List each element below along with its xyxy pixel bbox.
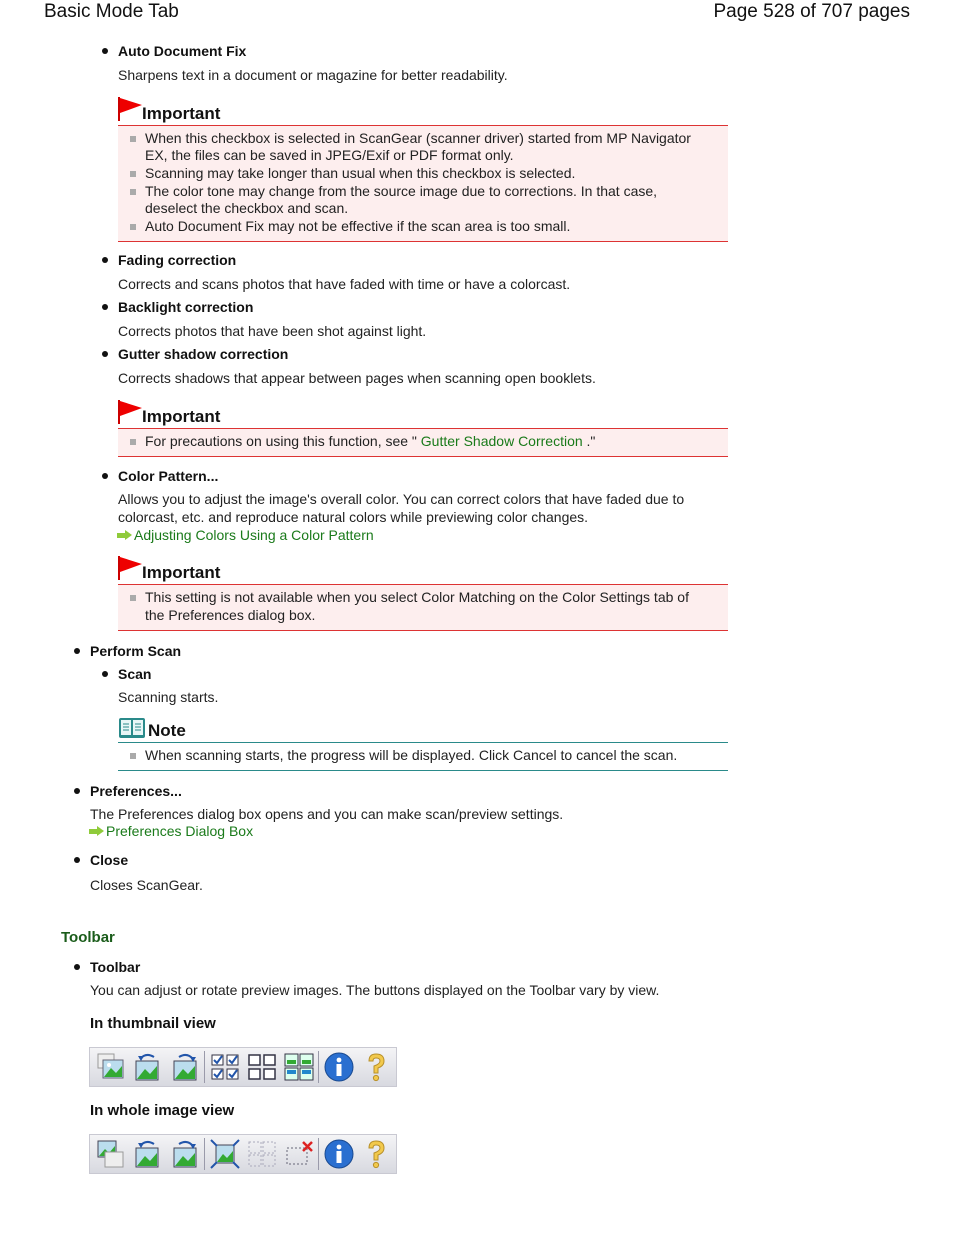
close-title: Close [90,852,129,868]
list-item: Auto Document Fix may not be effective if the scan area is too small. [145,218,571,234]
page-counter: Page 528 of 707 pages [713,1,910,22]
important-box-gutter [118,428,728,457]
preferences-title: Preferences... [90,783,182,799]
list-item [145,433,595,451]
important-flag-icon [118,556,142,580]
arrow-right-icon [89,826,104,836]
auto-doc-fix-desc: Sharpens text in a document or magazine for better readability. [118,67,508,83]
toolbar-separator [318,1051,319,1083]
important-flag-icon [118,400,142,424]
color-pattern-link-text: Adjusting Colors Using a Color Pattern [134,527,374,543]
fading-correction-desc: Corrects and scans photos that have faded with time or have a colorcast. [118,276,571,292]
help-icon[interactable] [357,1136,394,1172]
color-pattern-desc-2: colorcast, etc. and reproduce natural colors while previewing color changes. [118,509,589,525]
list-item: This setting is not available when you select Color Matching on the Color Settings tab of [145,589,689,605]
information-icon[interactable] [320,1049,357,1085]
select-all-icon[interactable] [206,1049,243,1085]
fading-correction-title: Fading correction [118,252,237,268]
important-label: Important [142,104,221,123]
important-box-auto-doc-fix [118,125,728,242]
rotate-left-icon[interactable] [129,1136,166,1172]
important-label: Important [142,563,221,582]
remove-crop-icon[interactable] [280,1136,317,1172]
list-item-continuation: EX, the files can be saved in JPEG/Exif or PDF format only. [145,147,514,163]
auto-doc-fix-title: Auto Document Fix [118,43,247,59]
gutter-item-prefix: For precautions on using this function, see " [145,433,421,449]
help-icon[interactable] [357,1049,394,1085]
close-desc: Closes ScanGear. [90,877,203,893]
whole-image-toolbar [89,1134,397,1174]
whole-image-view-heading: In whole image view [90,1102,235,1119]
toolbar-title: Toolbar [90,959,141,975]
list-item-continuation: the Preferences dialog box. [145,607,316,623]
header-title: Basic Mode Tab [44,1,179,22]
list-item: Scanning may take longer than usual when this checkbox is selected. [145,165,576,181]
toolbar-separator [204,1051,205,1083]
toolbar-desc: You can adjust or rotate preview images. The buttons displayed on the Toolbar vary by view. [90,982,660,998]
color-pattern-title: Color Pattern... [118,468,219,484]
rotate-left-icon[interactable] [129,1049,166,1085]
gutter-item-suffix: ." [582,433,596,449]
switch-view-icon[interactable] [280,1049,317,1085]
gutter-shadow-desc: Corrects shadows that appear between pages when scanning open booklets. [118,370,596,386]
thumbnail-toolbar [89,1047,397,1087]
backlight-correction-desc: Corrects photos that have been shot against light. [118,323,427,339]
toolbar-separator [204,1138,205,1170]
rotate-right-icon[interactable] [166,1136,203,1172]
toolbar-separator [318,1138,319,1170]
auto-crop-icon[interactable] [206,1136,243,1172]
toolbar-section-heading: Toolbar [61,929,115,946]
information-icon[interactable] [320,1136,357,1172]
rotate-right-icon[interactable] [166,1049,203,1085]
multi-crop-icon[interactable] [243,1136,280,1172]
clear-icon[interactable] [92,1136,129,1172]
list-item-continuation: deselect the checkbox and scan. [145,200,349,216]
clear-icon[interactable] [92,1049,129,1085]
important-flag-icon [118,97,142,121]
backlight-correction-title: Backlight correction [118,299,254,315]
important-label: Important [142,407,221,426]
preferences-desc: The Preferences dialog box opens and you can make scan/preview settings. [90,806,564,822]
color-pattern-desc-1: Allows you to adjust the image's overall color. You can correct colors that have faded due to [118,491,685,507]
important-box-color-pattern [118,584,728,631]
gutter-shadow-title: Gutter shadow correction [118,346,289,362]
preferences-link-text: Preferences Dialog Box [106,823,254,839]
thumbnail-view-heading: In thumbnail view [90,1015,216,1032]
note-label: Note [148,721,186,740]
preferences-link[interactable] [89,822,253,840]
list-item: When this checkbox is selected in ScanGear (scanner driver) started from MP Navigator [145,130,691,146]
arrow-right-icon [117,530,132,540]
color-pattern-link[interactable] [117,526,374,544]
perform-scan-title: Perform Scan [90,643,182,659]
deselect-all-icon[interactable] [243,1049,280,1085]
note-box [118,742,728,771]
scan-desc: Scanning starts. [118,689,219,705]
gutter-shadow-link[interactable]: Gutter Shadow Correction [420,433,583,449]
note-book-icon [118,717,146,739]
scan-title: Scan [118,666,152,682]
list-item: When scanning starts, the progress will be displayed. Click Cancel to cancel the scan. [145,747,678,763]
list-item: The color tone may change from the source image due to corrections. In that case, [145,183,658,199]
